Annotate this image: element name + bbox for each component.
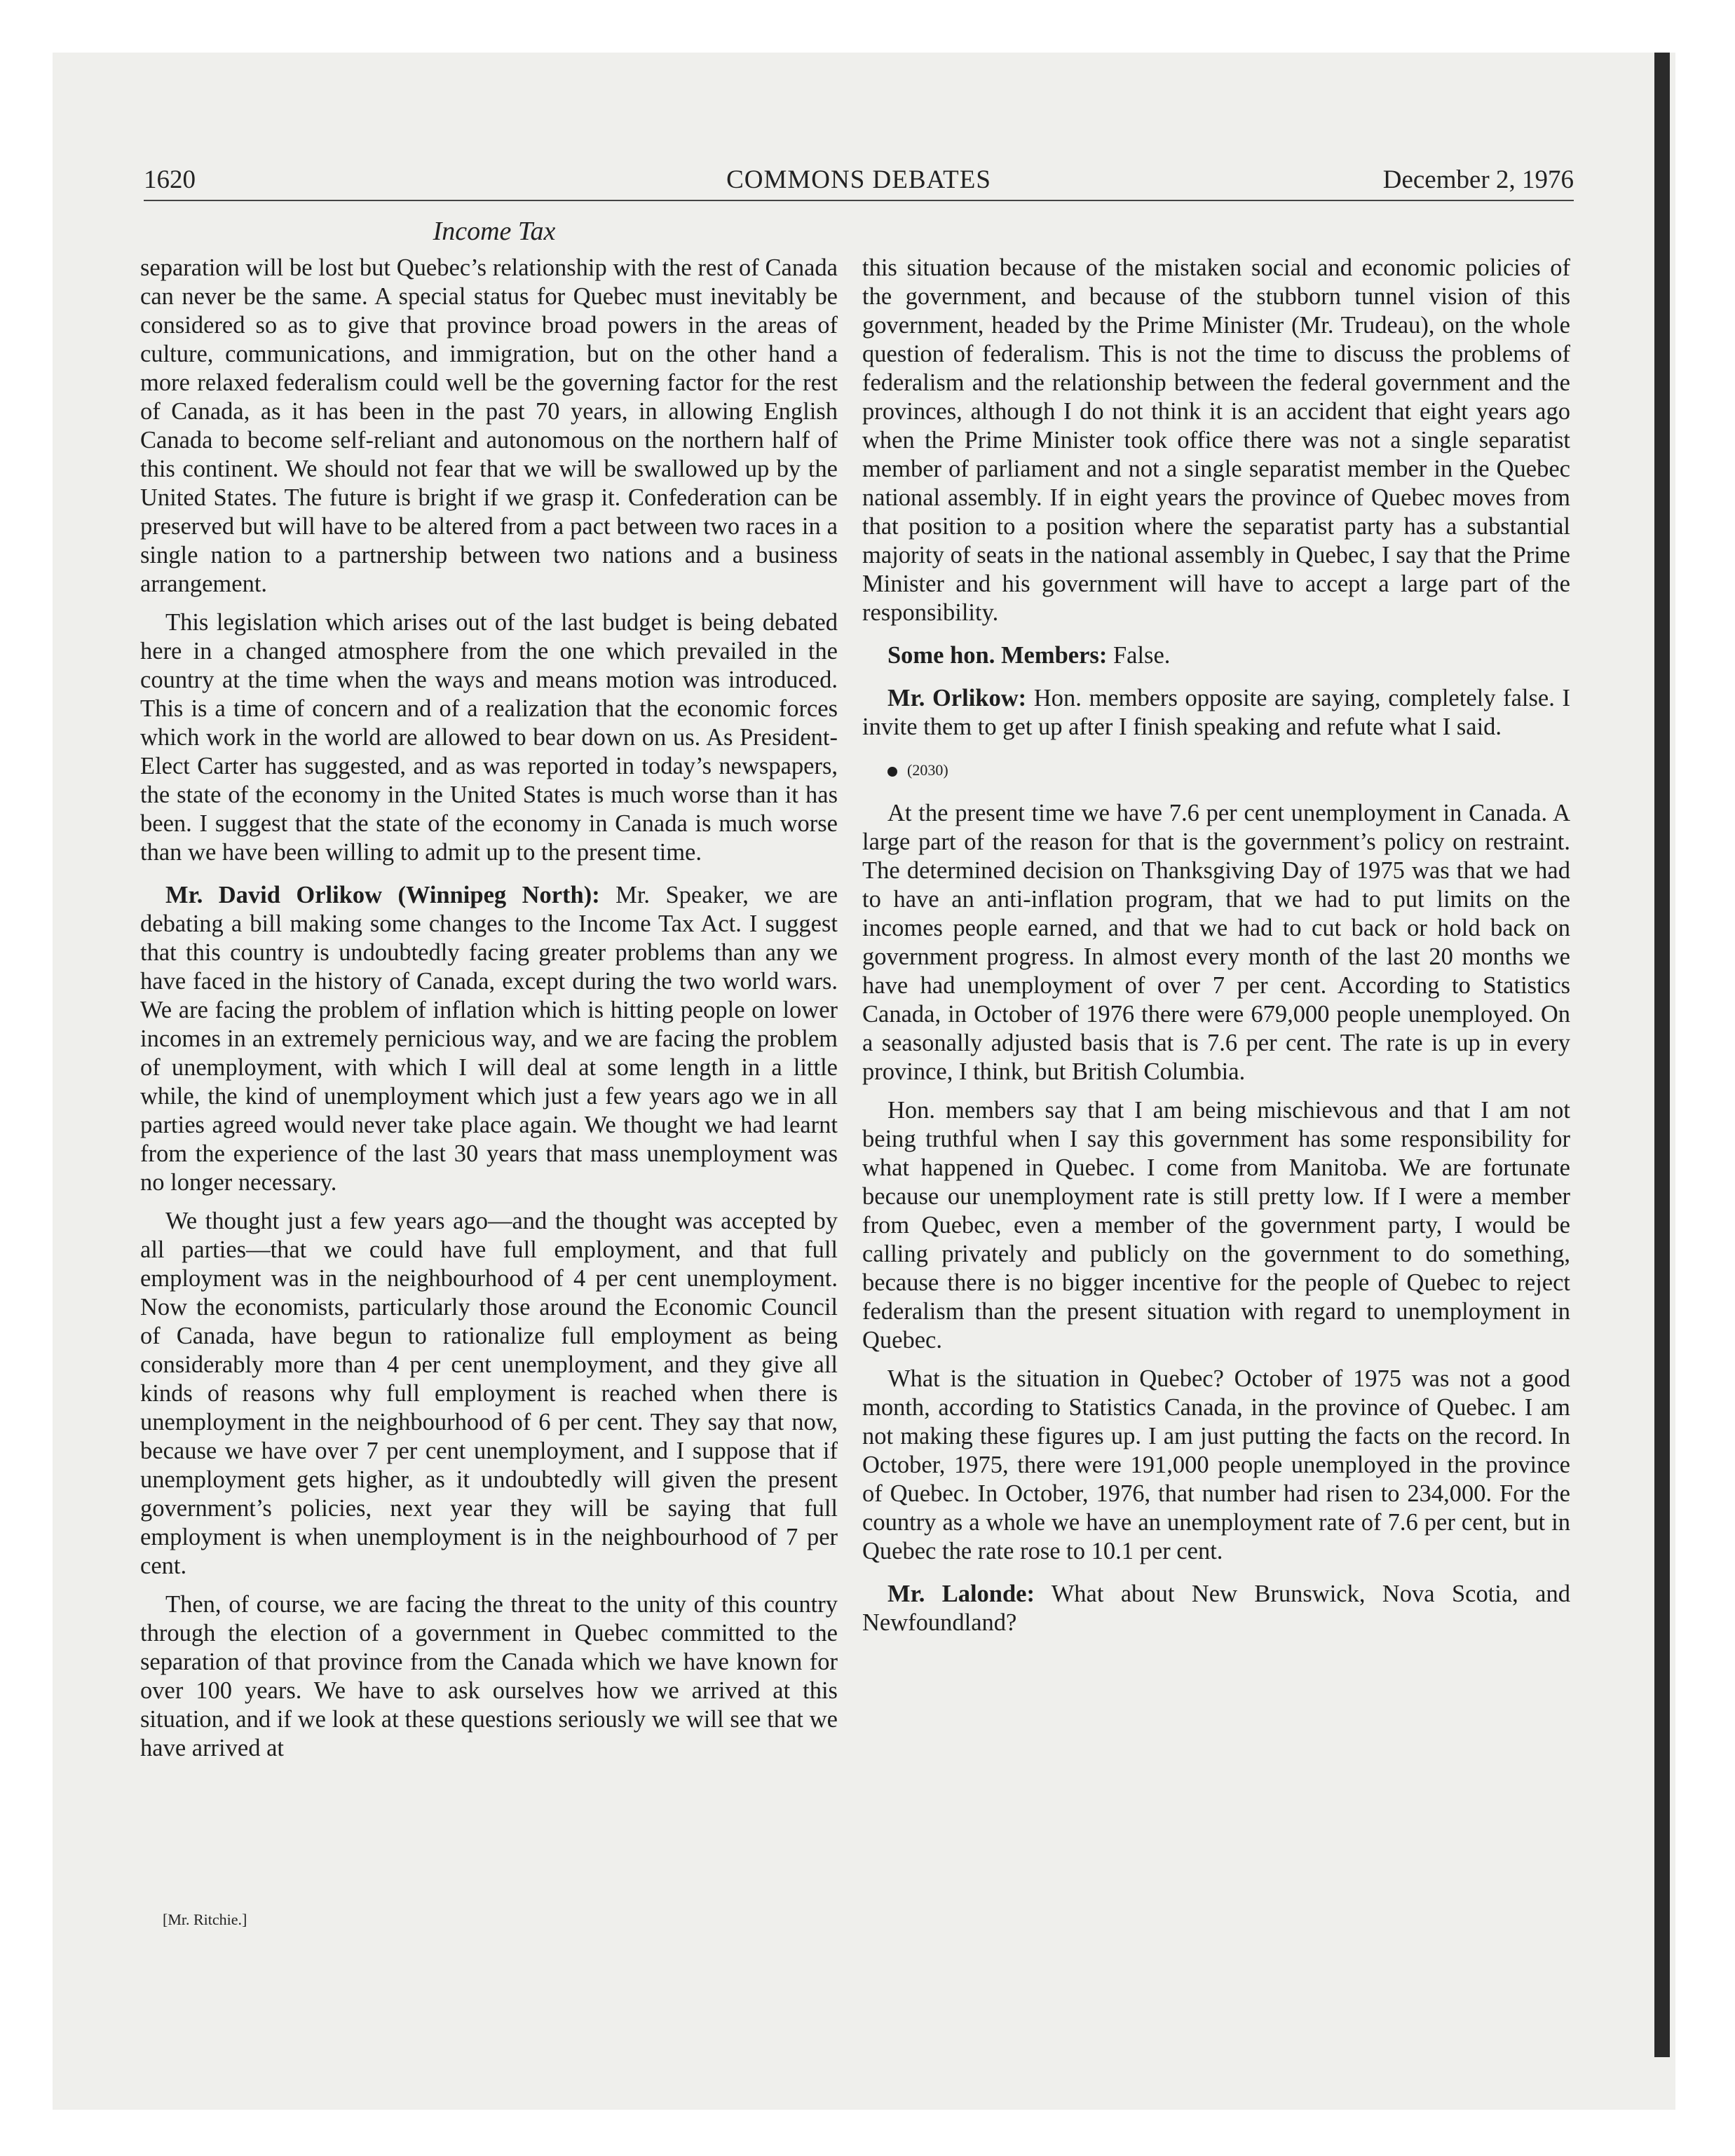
speech-paragraph <box>862 641 1570 670</box>
speech-paragraph <box>862 684 1570 742</box>
scan-edge-bar <box>1654 53 1670 2057</box>
speech-text: Mr. Speaker, we are debating a bill making some changes to the Income Tax Act. I suggest that this country is undoubtedly facing greater problems than any we have faced in the history of Canada, except during the two world wars. We are facing the problem of inflation which is hitting people on lower incomes in an extremely pernicious way, and we are facing the problem of unemployment, with which I will deal at some length in a little while, the kind of unemployment which just a few years ago we in all parties agreed would never take place again. We thought we had learnt from the experience of the last 30 years that mass unemployment was no longer necessary. <box>140 882 838 1196</box>
paragraph: separation will be lost but Quebec’s relationship with the rest of Canada can never be the same. A special status for Quebec must inevitably be considered so as to give that province broad powers in the areas of culture, communications, and immigration, but on the other hand a more relaxed federalism could well be the governing factor for the rest of Canada, as it has been in the past 70 years, in allowing English Canada to become self-reliant and autonomous on the northern half of this continent. We should not fear that we will be swallowed up by the United States. The future is bright if we grasp it. Confederation can be preserved but will have to be altered from a pact between two races in a single nation to a partnership between two nations and a business arrangement. <box>140 254 838 597</box>
speaker-name: Mr. Lalonde: <box>887 1581 1035 1607</box>
page-date: December 2, 1976 <box>1382 165 1574 194</box>
paragraph: What is the situation in Quebec? October of 1975 was not a good month, according to Statistics Canada, in the province of Quebec. I am not making these figures up. I am just putting the facts on the record. In October, 1975, there were 191,000 people unemployed in the province of Quebec. In October, 1976, that number had risen to 234,000. For the country as a whole we have an unemployment rate of 7.6 per cent, but in Quebec the rate rose to 10.1 per cent. <box>862 1365 1570 1564</box>
paragraph: Hon. members say that I am being mischievous and that I am not being truthful when I say this government has some responsibility for what happened in Quebec. I come from Manitoba. We are fortunate because our unemployment rate is still pretty low. If I were a member from Quebec, even a member of the government party, I would be calling privately and publicly on the government to do something, because there is no bigger incentive for the people of Quebec to reject federalism than the present situation with regard to unemployment in Quebec. <box>862 1097 1570 1353</box>
speech-paragraph <box>140 881 838 1197</box>
paragraph: this situation because of the mistaken social and economic policies of the government, and because of the stubborn tunnel vision of this government, headed by the Prime Minister (Mr. Trudeau), on the whole question of federalism. This is not the time to discuss the problems of federalism and the relationship between the federal government and the provinces, although I do not think it is an accident that eight years ago when the Prime Minister took office there was not a single separatist member of parliament and not a single separatist member in the Quebec national assembly. If in eight years the province of Quebec moves from that position to a position where the separatist party has a substantial majority of seats in the national assembly in Quebec, I say that the Prime Minister and his government will have to accept a large part of the responsibility. <box>862 254 1570 626</box>
speaker-name: Mr. David Orlikow (Winnipeg North): <box>165 882 600 908</box>
right-column <box>862 254 1570 1647</box>
footnote: [Mr. Ritchie.] <box>163 1911 247 1928</box>
speaker-name: Some hon. Members: <box>887 642 1108 669</box>
speech-text: Hon. members opposite are saying, completely false. I invite them to get up after I finish speaking and refute what I said. <box>862 685 1570 740</box>
speech-paragraph <box>862 1580 1570 1637</box>
paragraph: At the present time we have 7.6 per cent unemployment in Canada. A large part of the reason for that is the government’s policy on restraint. The determined decision on Thanksgiving Day of 1975 was that we had to have an anti-inflation program, that we had to put limits on the incomes people earned, and that we had to cut back or hold back on government progress. In almost every month of the last 20 months we have had unemployment of over 7 per cent. According to Statistics Canada, in October of 1976 there were 679,000 people unemployed. On a seasonally adjusted basis that is 7.6 per cent. The rate is up in every province, I think, but British Columbia. <box>862 800 1570 1085</box>
bullet-icon <box>887 767 897 777</box>
paragraph: We thought just a few years ago—and the thought was accepted by all parties—that we could have full employment, and that full employment was in the neighbourhood of 4 per cent unemployment. Now the economists, particularly those around the Economic Council of Canada, have begun to rationalize full employment as being considerably more than 4 per cent unemployment, and they give all kinds of reasons why full employment is reached when there is unemployment in the neighbourhood of 6 per cent. They say that now, because we have over 7 per cent unemployment, and I suppose that if unemployment gets higher, as it undoubtedly will given the present government’s policies, next year they will be saying that full employment is when unemployment is in the neighbourhood of 7 per cent. <box>140 1208 838 1579</box>
page-number: 1620 <box>144 165 196 194</box>
left-column <box>140 254 838 1773</box>
time-marker <box>887 760 1570 781</box>
time-marker-label: (2030) <box>907 761 948 779</box>
speaker-name: Mr. Orlikow: <box>887 685 1027 711</box>
paragraph: Then, of course, we are facing the threat to the unity of this country through the election of a government in Quebec committed to the separation of that province from the Canada which we have known for over 100 years. We have to ask ourselves how we arrived at this situation, and if we look at these questions seriously we will see that we have arrived at <box>140 1591 838 1761</box>
speech-text: What about New Brunswick, Nova Scotia, and Newfoundland? <box>862 1581 1570 1636</box>
page-header <box>144 165 1574 201</box>
publication-title: COMMONS DEBATES <box>726 165 991 194</box>
running-head: Income Tax <box>433 217 556 246</box>
paragraph: This legislation which arises out of the last budget is being debated here in a changed atmosphere from the one which prevailed in the country at the time when the ways and means motion was introduced. This is a time of concern and of a realization that the economic forces which work in the world are allowed to bear down on us. As President-Elect Carter has suggested, and as was reported in today’s newspapers, the state of the economy in the United States is much worse than it has been. I suggest that the state of the economy in Canada is much worse than we have been willing to admit up to the present time. <box>140 609 838 866</box>
speech-text: False. <box>1113 642 1171 669</box>
